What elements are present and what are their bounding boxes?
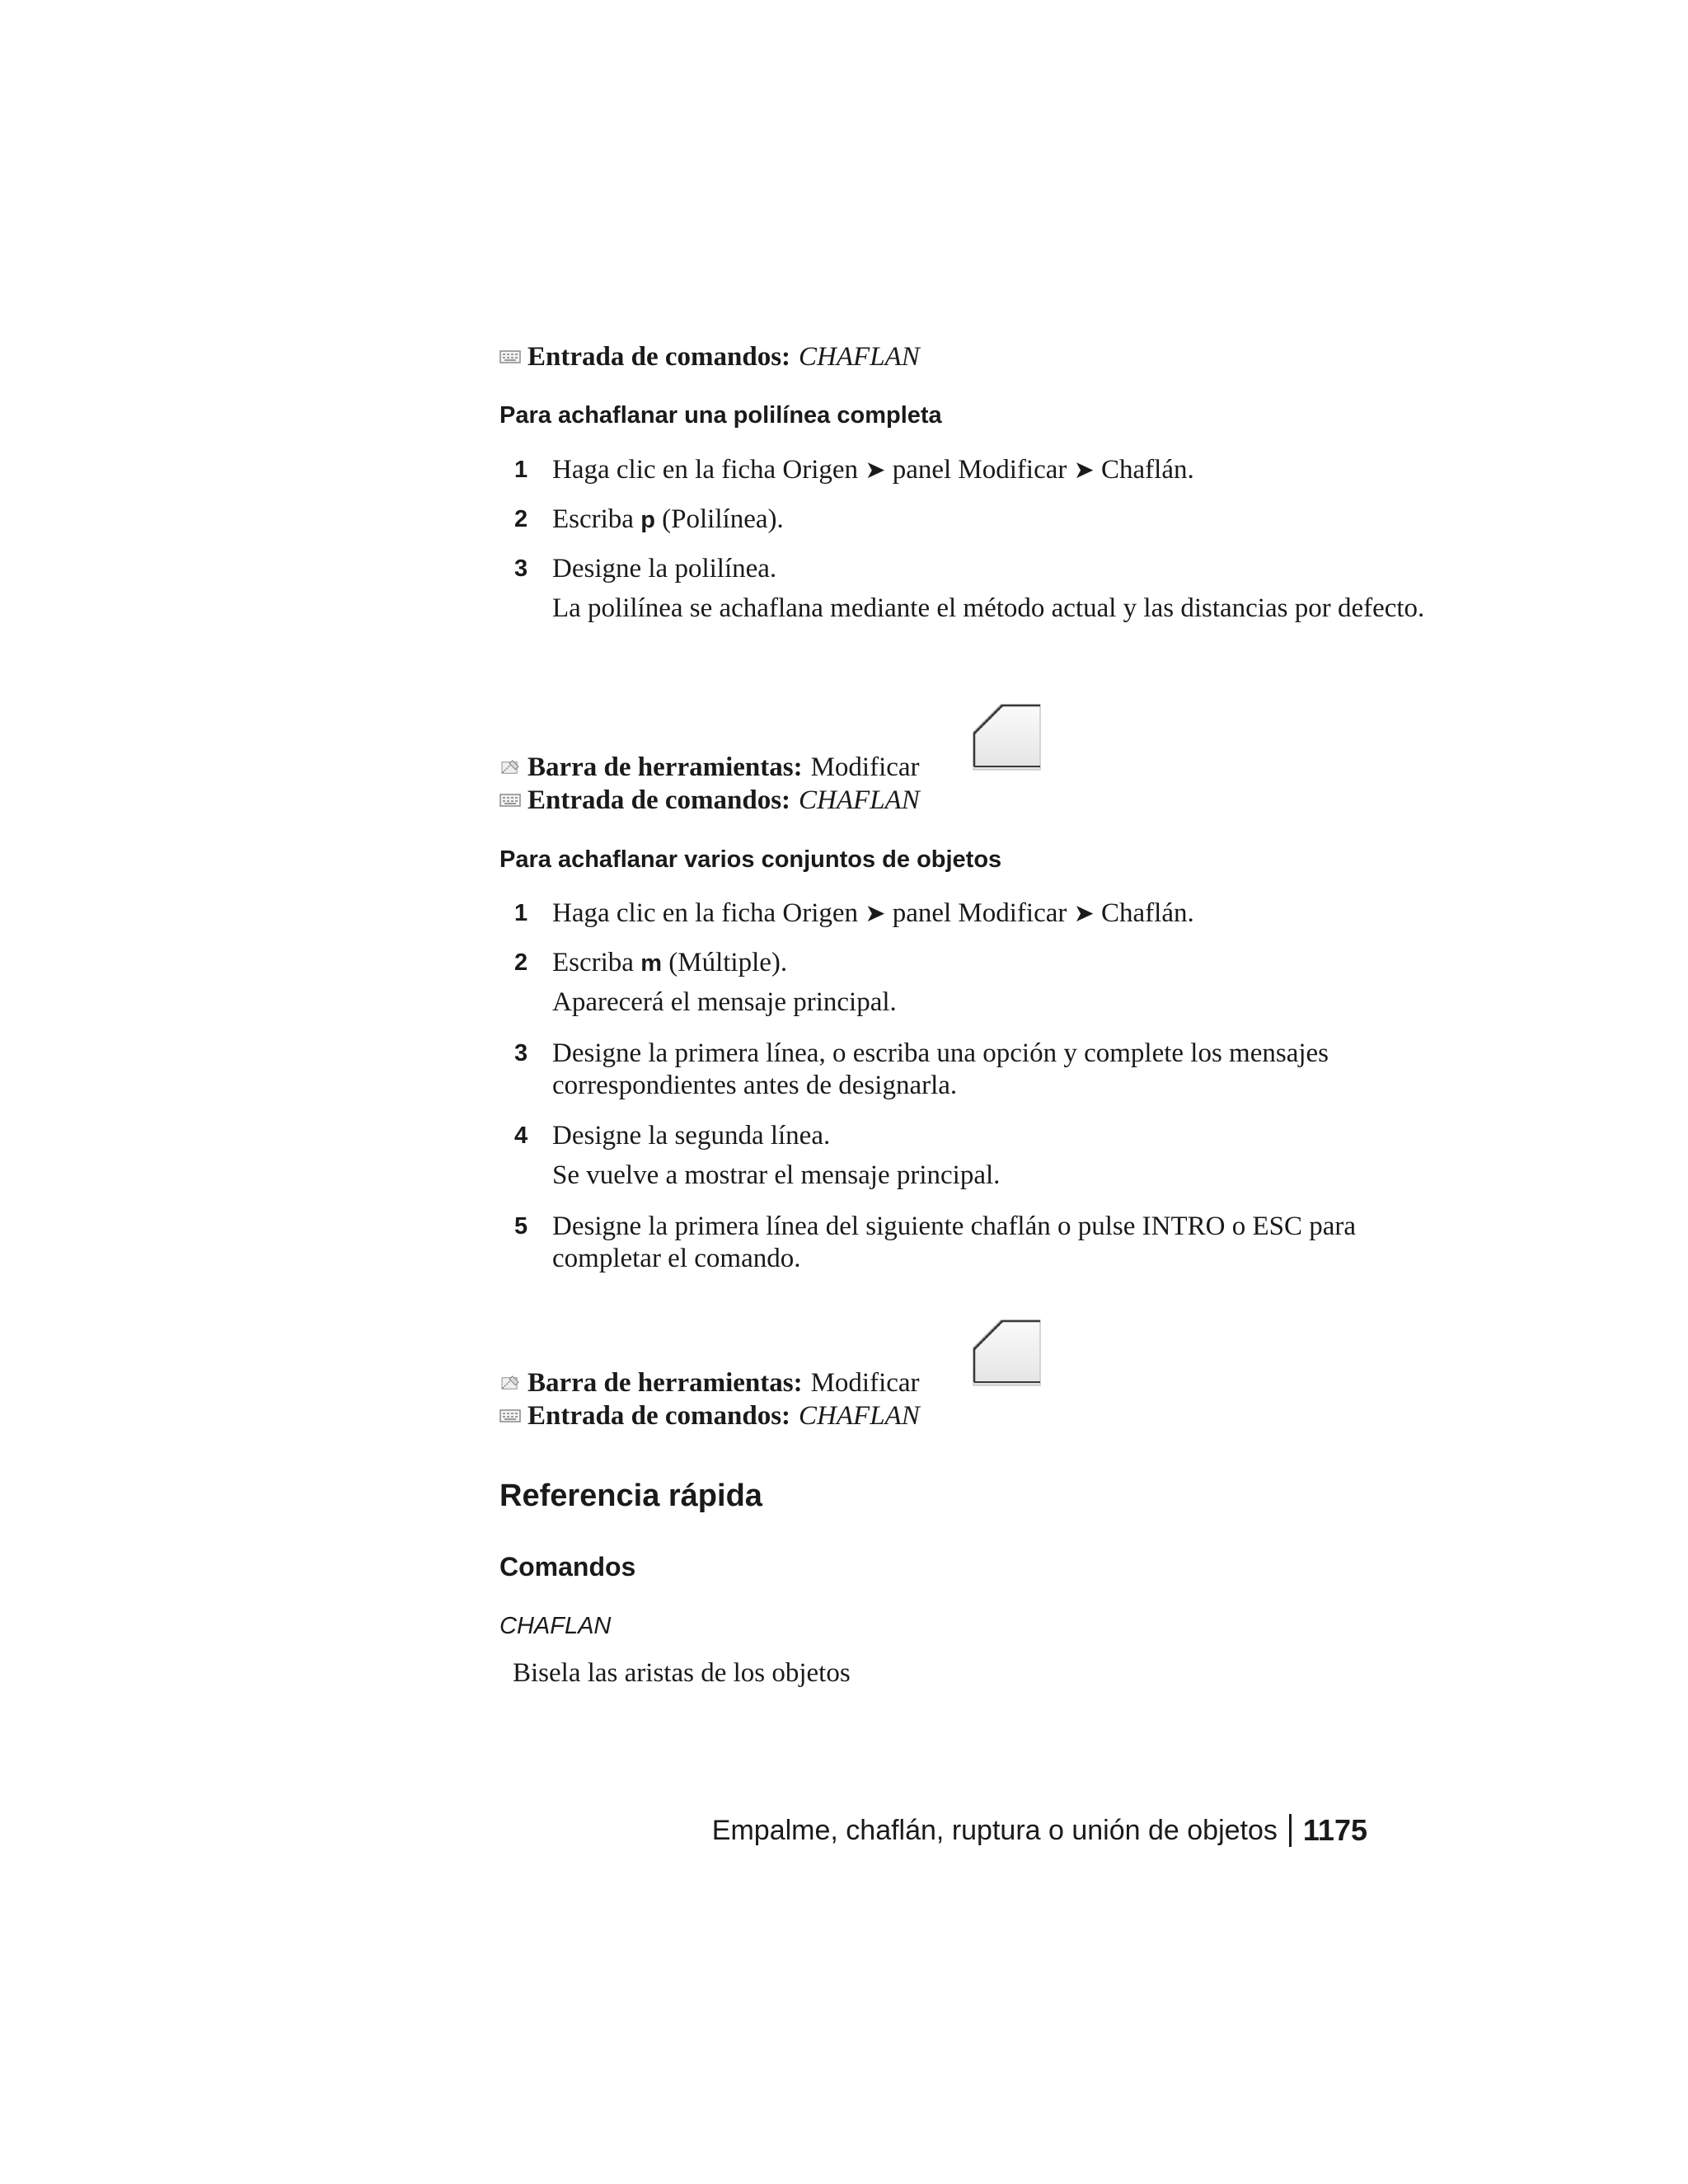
- toolbar-value: Modificar: [810, 1367, 920, 1398]
- command-entry-label: Entrada de comandos:: [528, 1400, 791, 1431]
- toolbar-line: [499, 750, 920, 785]
- step-number: 4: [514, 1122, 528, 1149]
- command-entry-value: CHAFLAN: [799, 341, 920, 372]
- keyboard-icon: [499, 792, 521, 808]
- step-key: p: [640, 507, 655, 533]
- toolbar-icon: [499, 1375, 521, 1391]
- toolbar-label: Barra de herramientas:: [528, 752, 803, 782]
- step-number: 5: [514, 1213, 528, 1240]
- command-entry-line: [499, 783, 920, 818]
- step-number: 1: [514, 457, 528, 483]
- step-text: Designe la polilínea.: [552, 554, 777, 583]
- reference-command: CHAFLAN: [499, 1613, 612, 1639]
- step-number: 2: [514, 949, 528, 976]
- command-entry-value: CHAFLAN: [799, 1400, 920, 1431]
- arrow-icon: ➤: [1073, 899, 1095, 928]
- footer-chapter: Empalme, chaflán, ruptura o unión de objetos: [711, 1814, 1278, 1846]
- command-entry-label: Entrada de comandos:: [528, 785, 791, 815]
- step-number: 3: [514, 1040, 528, 1066]
- step-text: Escriba p (Polilínea).: [552, 504, 784, 534]
- step-number: 2: [514, 506, 528, 532]
- step-result: La polilínea se achaflana mediante el método actual y las distancias por defecto.: [552, 593, 1425, 623]
- command-entry-line: [499, 1399, 920, 1433]
- command-entry-label: Entrada de comandos:: [528, 341, 791, 372]
- chamfer-icon: [971, 1318, 1042, 1389]
- step-number: 3: [514, 555, 528, 582]
- toolbar-label: Barra de herramientas:: [528, 1367, 803, 1398]
- keyboard-icon: [499, 349, 521, 365]
- page-footer: [712, 1813, 1367, 1848]
- step-text: Haga clic en la ficha Origen ➤ panel Modificar ➤ Chaflán.: [552, 898, 1194, 928]
- step-text: Designe la primera línea, o escriba una opción y complete los mensajes correspondientes antes de designarla.: [552, 1038, 1329, 1100]
- toolbar-icon: [499, 759, 521, 776]
- keyboard-icon: [499, 1408, 521, 1424]
- page-number: 1175: [1302, 1813, 1367, 1847]
- chamfer-icon: [971, 702, 1042, 773]
- arrow-icon: ➤: [865, 456, 886, 485]
- step-text: Escriba m (Múltiple).: [552, 948, 788, 977]
- subsection-heading: Comandos: [499, 1552, 636, 1582]
- command-entry-value: CHAFLAN: [799, 785, 920, 815]
- step-text: Haga clic en la ficha Origen ➤ panel Modificar ➤ Chaflán.: [552, 455, 1194, 485]
- footer-separator: [1289, 1814, 1292, 1847]
- step-key: m: [640, 950, 662, 977]
- arrow-icon: ➤: [865, 899, 886, 928]
- command-entry-line: [499, 340, 920, 374]
- step-number: 1: [514, 900, 528, 926]
- step-text: Designe la primera línea del siguiente chaflán o pulse INTRO o ESC para completar el comando.: [552, 1212, 1357, 1273]
- procedure-title: Para achaflanar una polilínea completa: [499, 402, 942, 429]
- toolbar-line: [499, 1366, 920, 1400]
- arrow-icon: ➤: [1073, 456, 1095, 485]
- step-text: Designe la segunda línea.: [552, 1121, 831, 1151]
- step-result: Aparecerá el mensaje principal.: [552, 987, 897, 1017]
- step-result: Se vuelve a mostrar el mensaje principal.: [552, 1160, 1001, 1190]
- reference-description: Bisela las aristas de los objetos: [513, 1658, 851, 1688]
- toolbar-value: Modificar: [810, 752, 920, 782]
- section-heading: Referencia rápida: [499, 1479, 762, 1513]
- procedure-title: Para achaflanar varios conjuntos de objetos: [499, 846, 1002, 873]
